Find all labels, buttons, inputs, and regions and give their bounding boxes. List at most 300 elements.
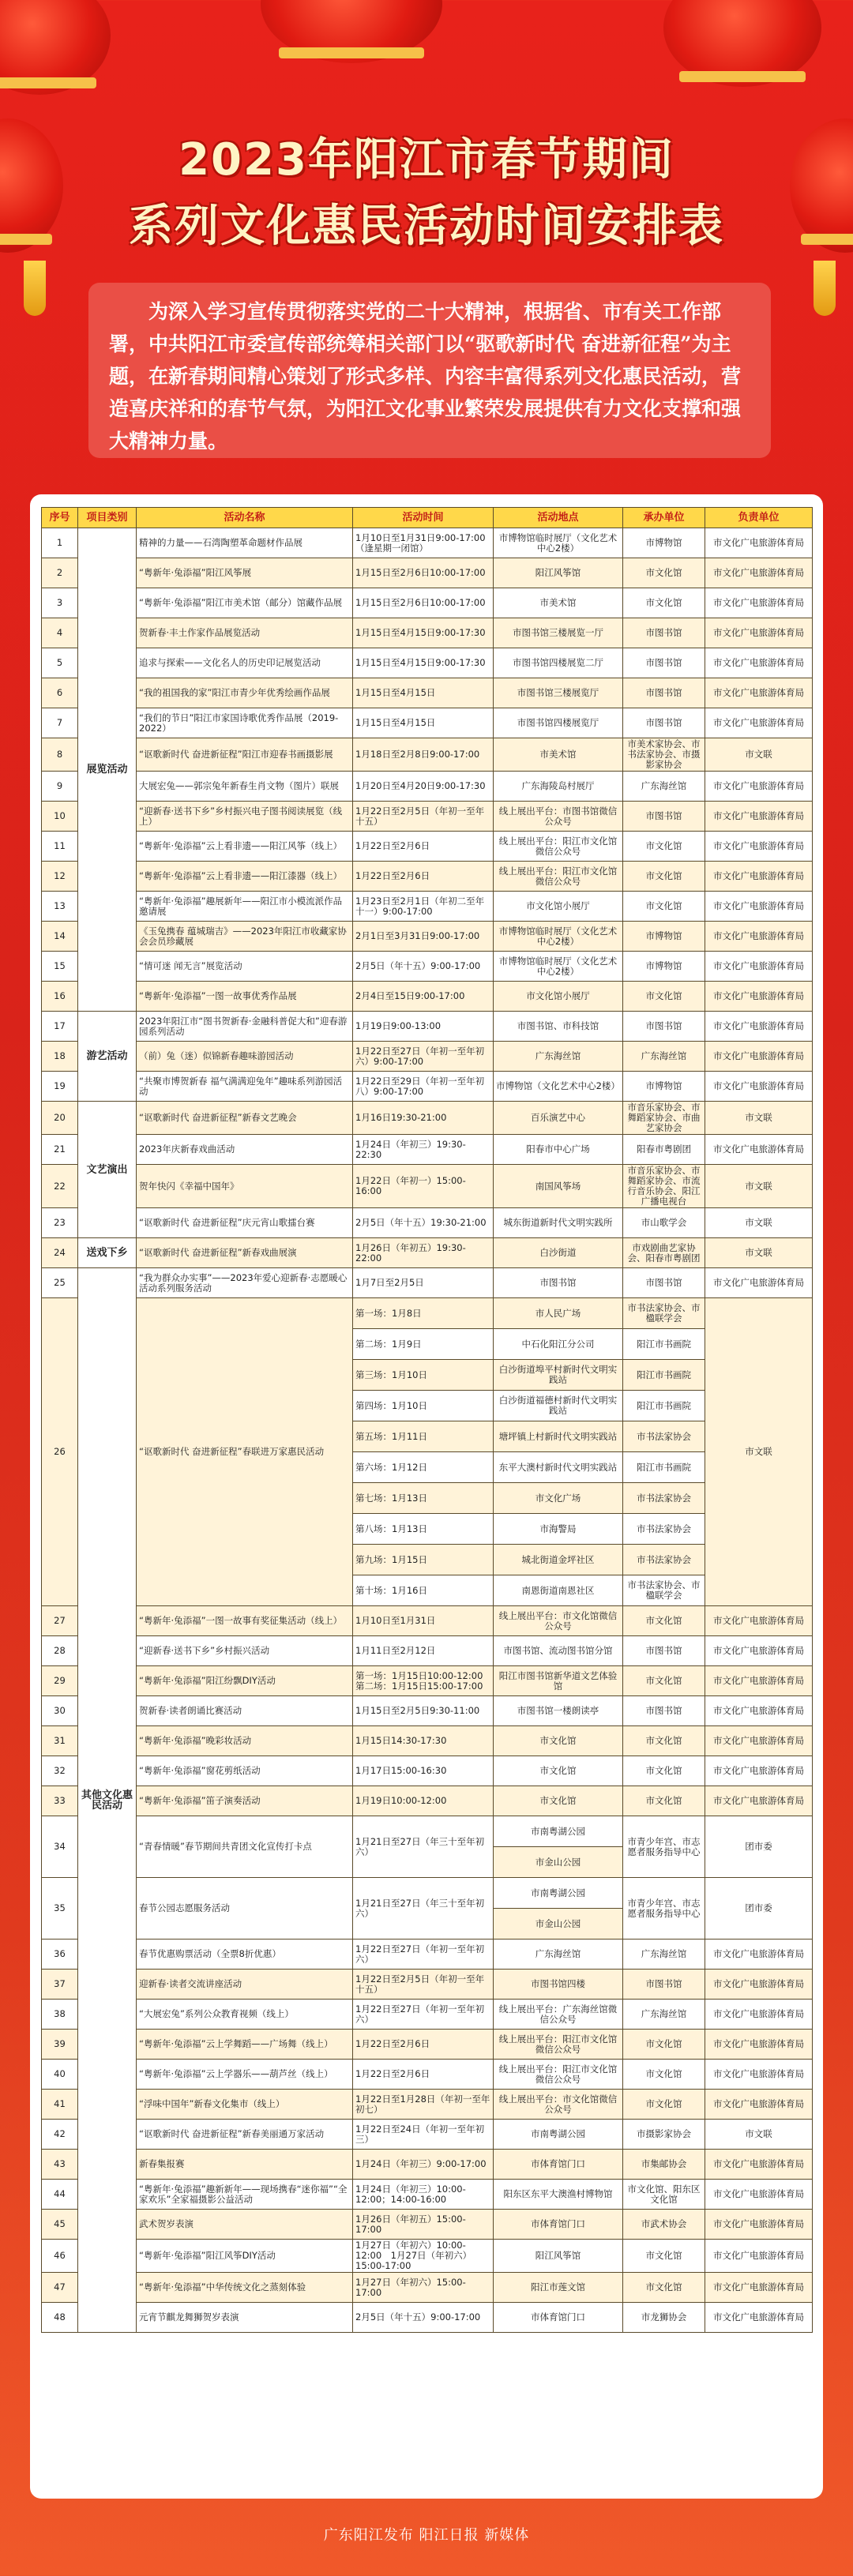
header-place: 活动地点 <box>494 508 623 528</box>
row-number: 21 <box>42 1135 78 1165</box>
row-responsible: 市文化广电旅游体育局 <box>705 892 813 922</box>
row-responsible: 市文化广电旅游体育局 <box>705 618 813 648</box>
row-organizer: 阳江市书画院 <box>623 1391 705 1421</box>
row-responsible: 市文化广电旅游体育局 <box>705 1726 813 1756</box>
table-row <box>42 1042 813 1072</box>
row-organizer: 市图书馆 <box>623 1970 705 2000</box>
row-responsible: 市文化广电旅游体育局 <box>705 2060 813 2090</box>
row-responsible: 市文化广电旅游体育局 <box>705 1042 813 1072</box>
row-activity-name: “粤新年·兔添福”阳江纷飘DIY活动 <box>137 1666 353 1696</box>
row-time: 1月19日10:00-12:00 <box>353 1786 494 1816</box>
row-responsible: 市文化广电旅游体育局 <box>705 952 813 982</box>
row-time: 1月22日至2月6日 <box>353 832 494 862</box>
lantern-top-left <box>0 0 111 95</box>
row-place: 市图书馆四楼展览二厅 <box>494 648 623 678</box>
row-place: 线上展出平台：阳江市文化馆微信公众号 <box>494 2060 623 2090</box>
table-row <box>42 1012 813 1042</box>
row-place: 市金山公园 <box>494 1909 623 1940</box>
header-time: 活动时间 <box>353 508 494 528</box>
row-place: 市图书馆一楼朗读亭 <box>494 1696 623 1726</box>
row-organizer: 市文化馆 <box>623 832 705 862</box>
table-row <box>42 1756 813 1786</box>
row-number: 18 <box>42 1042 78 1072</box>
row-place: 阳江市莲文馆 <box>494 2273 623 2303</box>
row-organizer: 市图书馆 <box>623 1696 705 1726</box>
row-responsible: 市文化广电旅游体育局 <box>705 648 813 678</box>
row-responsible: 市文联 <box>705 738 813 772</box>
table-row <box>42 1696 813 1726</box>
row-time: 第一场：1月8日 <box>353 1298 494 1329</box>
row-activity-name: “讴歌新时代 奋进新征程”新春美丽通万家活动 <box>137 2120 353 2150</box>
row-responsible: 市文化广电旅游体育局 <box>705 802 813 832</box>
row-organizer: 市武术协会 <box>623 2210 705 2240</box>
schedule-panel <box>30 494 823 2499</box>
schedule-table <box>41 507 813 2333</box>
row-activity-name: “讴歌新时代 奋进新征程”新春文艺晚会 <box>137 1102 353 1135</box>
table-row <box>42 1786 813 1816</box>
row-number: 48 <box>42 2303 78 2333</box>
row-activity-name: “粤新年·兔添福”趣展新年——阳江市小模流派作品邀请展 <box>137 892 353 922</box>
row-number: 29 <box>42 1666 78 1696</box>
row-number: 17 <box>42 1012 78 1042</box>
row-number: 35 <box>42 1878 78 1940</box>
row-organizer: 市图书馆 <box>623 648 705 678</box>
row-organizer: 市书法家协会、市楹联学会 <box>623 1298 705 1329</box>
row-activity-name: “我的祖国我的家”阳江市青少年优秀绘画作品展 <box>137 678 353 708</box>
row-number: 47 <box>42 2273 78 2303</box>
row-responsible: 市文化广电旅游体育局 <box>705 678 813 708</box>
row-organizer: 市图书馆 <box>623 618 705 648</box>
row-place: 城东街道新时代文明实践所 <box>494 1208 623 1238</box>
row-organizer: 阳江市书画院 <box>623 1452 705 1483</box>
row-number: 22 <box>42 1165 78 1208</box>
row-activity-name: 精神的力量——石湾陶塑革命题材作品展 <box>137 528 353 558</box>
row-time: 1月18日至2月8日9:00-17:00 <box>353 738 494 772</box>
row-place: 阳春市中心广场 <box>494 1135 623 1165</box>
row-responsible: 市文化广电旅游体育局 <box>705 1940 813 1970</box>
row-number: 6 <box>42 678 78 708</box>
row-responsible: 市文化广电旅游体育局 <box>705 1268 813 1298</box>
table-row <box>42 1072 813 1102</box>
row-time: 第九场：1月15日 <box>353 1545 494 1575</box>
table-row <box>42 2180 813 2210</box>
row-responsible: 市文化广电旅游体育局 <box>705 1696 813 1726</box>
row-number: 27 <box>42 1606 78 1636</box>
row-number: 24 <box>42 1238 78 1268</box>
table-row <box>42 2000 813 2030</box>
row-responsible: 团市委 <box>705 1816 813 1878</box>
table-body <box>42 528 813 2333</box>
row-place: 市人民广场 <box>494 1298 623 1329</box>
row-time: 1月21日至27日（年三十至年初六） <box>353 1878 494 1940</box>
row-organizer: 市图书馆 <box>623 678 705 708</box>
row-organizer: 市文化馆 <box>623 1756 705 1786</box>
row-time: 1月22日至29日（年初一至年初八）9:00-17:00 <box>353 1072 494 1102</box>
row-time: 1月15日至2月6日10:00-17:00 <box>353 558 494 588</box>
row-responsible: 市文化广电旅游体育局 <box>705 2090 813 2120</box>
table-header-row <box>42 508 813 528</box>
table-row <box>42 558 813 588</box>
row-time: 1月26日（年初五）15:00-17:00 <box>353 2210 494 2240</box>
table-row <box>42 952 813 982</box>
table-row <box>42 1816 813 1847</box>
table-row <box>42 982 813 1012</box>
row-category: 送戏下乡 <box>78 1238 137 1268</box>
row-time: 1月27日（年初六）10:00-12:00 1月27日（年初六）15:00-17:00 <box>353 2240 494 2273</box>
row-place: 市博物馆临时展厅（文化艺术中心2楼） <box>494 952 623 982</box>
table-row <box>42 892 813 922</box>
row-responsible: 市文联 <box>705 1102 813 1135</box>
row-organizer: 市图书馆 <box>623 1268 705 1298</box>
row-time: 1月22日至27日（年初一至年初六）9:00-17:00 <box>353 1042 494 1072</box>
row-number: 5 <box>42 648 78 678</box>
row-time: 1月15日至4月15日9:00-17:30 <box>353 618 494 648</box>
table-row <box>42 1298 813 1329</box>
row-number: 9 <box>42 772 78 802</box>
row-time: 1月15日至4月15日 <box>353 708 494 738</box>
row-organizer: 市文化馆 <box>623 2090 705 2120</box>
row-place: 线上展出平台：阳江市文化馆微信公众号 <box>494 862 623 892</box>
row-activity-name: “粤新年·兔添福”阳江风筝DIY活动 <box>137 2240 353 2273</box>
row-organizer: 市文化馆 <box>623 2030 705 2060</box>
row-time: 1月22日至2月6日 <box>353 2030 494 2060</box>
row-activity-name: “我们的节日”阳江市家国诗歌优秀作品展（2019-2022） <box>137 708 353 738</box>
row-responsible: 市文化广电旅游体育局 <box>705 1970 813 2000</box>
row-place: 阳江风筝馆 <box>494 558 623 588</box>
row-activity-name: “粤新年·兔添福”窗花剪纸活动 <box>137 1756 353 1786</box>
row-place: 广东海丝馆 <box>494 1940 623 1970</box>
table-row <box>42 2240 813 2273</box>
row-place: 市美术馆 <box>494 738 623 772</box>
row-organizer: 市文化馆 <box>623 2273 705 2303</box>
row-category: 游艺活动 <box>78 1012 137 1102</box>
row-organizer: 阳江市书画院 <box>623 1329 705 1360</box>
row-organizer: 市戏剧曲艺家协会、阳春市粤剧团 <box>623 1238 705 1268</box>
row-organizer: 市青少年宫、市志愿者服务指导中心 <box>623 1878 705 1940</box>
row-number: 37 <box>42 1970 78 2000</box>
row-organizer: 市文化馆 <box>623 1726 705 1756</box>
row-number: 26 <box>42 1298 78 1606</box>
row-place: 市南粤湖公园 <box>494 1878 623 1909</box>
table-row <box>42 1102 813 1135</box>
row-organizer: 市图书馆 <box>623 1636 705 1666</box>
tassel-right <box>814 261 836 316</box>
row-time: 1月10日至1月31日 <box>353 1606 494 1636</box>
table-row <box>42 802 813 832</box>
row-time: 第七场：1月13日 <box>353 1483 494 1514</box>
row-category: 其他文化惠民活动 <box>78 1268 137 2333</box>
row-time: 1月22日至24日（年初一至年初三） <box>353 2120 494 2150</box>
row-number: 13 <box>42 892 78 922</box>
row-place: 市文化馆小展厅 <box>494 982 623 1012</box>
row-number: 15 <box>42 952 78 982</box>
row-number: 25 <box>42 1268 78 1298</box>
row-activity-name: “讴歌新时代 奋进新征程”庆元宵山歌擂台赛 <box>137 1208 353 1238</box>
row-time: 1月7日至2月5日 <box>353 1268 494 1298</box>
row-time: 1月23日至2月1日（年初二至年十一）9:00-17:00 <box>353 892 494 922</box>
table-row <box>42 1268 813 1298</box>
row-organizer: 市集邮协会 <box>623 2150 705 2180</box>
row-number: 44 <box>42 2180 78 2210</box>
row-number: 11 <box>42 832 78 862</box>
table-row <box>42 1940 813 1970</box>
row-place: 市南粤湖公园 <box>494 1816 623 1847</box>
row-place: 线上展出平台：阳江市文化馆微信公众号 <box>494 2030 623 2060</box>
row-organizer: 市山歌学会 <box>623 1208 705 1238</box>
row-responsible: 市文化广电旅游体育局 <box>705 1606 813 1636</box>
row-organizer: 市书法家协会、市楹联学会 <box>623 1575 705 1606</box>
row-time: 1月10日至1月31日9:00-17:00（逢星期一闭馆） <box>353 528 494 558</box>
row-time: 1月22日至2月6日 <box>353 862 494 892</box>
row-place: 市图书馆四楼 <box>494 1970 623 2000</box>
row-activity-name: “粤新年·兔添福”云上看非遗——阳江风筝（线上） <box>137 832 353 862</box>
table-row <box>42 2120 813 2150</box>
row-number: 3 <box>42 588 78 618</box>
header-category: 项目类别 <box>78 508 137 528</box>
row-time: 2月5日（年十五）9:00-17:00 <box>353 2303 494 2333</box>
row-place: 市图书馆、市科技馆 <box>494 1012 623 1042</box>
table-row <box>42 678 813 708</box>
table-row <box>42 1208 813 1238</box>
row-organizer: 市书法家协会 <box>623 1421 705 1452</box>
row-time: 第六场：1月12日 <box>353 1452 494 1483</box>
page-title-line2: 系列文化惠民活动时间安排表 <box>129 201 724 252</box>
row-responsible: 市文化广电旅游体育局 <box>705 2210 813 2240</box>
row-responsible: 市文化广电旅游体育局 <box>705 1072 813 1102</box>
row-organizer: 市音乐家协会、市舞蹈家协会、市曲艺家协会 <box>623 1102 705 1135</box>
row-responsible: 市文化广电旅游体育局 <box>705 1786 813 1816</box>
row-activity-name: “粤新年·兔添福”一图一故事优秀作品展 <box>137 982 353 1012</box>
row-time: 1月15日至4月15日 <box>353 678 494 708</box>
row-place: 市美术馆 <box>494 588 623 618</box>
row-organizer: 市博物馆 <box>623 1072 705 1102</box>
row-time: 第四场：1月10日 <box>353 1391 494 1421</box>
row-activity-name: 春节公园志愿服务活动 <box>137 1878 353 1940</box>
row-activity-name: 贺新春·丰土作家作品展览活动 <box>137 618 353 648</box>
row-responsible: 市文联 <box>705 1298 813 1606</box>
table-row <box>42 922 813 952</box>
row-place: 塘坪镇上村新时代文明实践站 <box>494 1421 623 1452</box>
row-organizer: 市文化馆 <box>623 1666 705 1696</box>
row-place: 东平大澳村新时代文明实践站 <box>494 1452 623 1483</box>
table-row <box>42 1135 813 1165</box>
table-row <box>42 2150 813 2180</box>
table-row <box>42 1636 813 1666</box>
table-row <box>42 618 813 648</box>
row-number: 32 <box>42 1756 78 1786</box>
row-time: 1月27日（年初六）15:00-17:00 <box>353 2273 494 2303</box>
row-time: 1月20日至4月20日9:00-17:30 <box>353 772 494 802</box>
row-responsible: 市文化广电旅游体育局 <box>705 2150 813 2180</box>
row-organizer: 市文化馆、阳东区文化馆 <box>623 2180 705 2210</box>
row-organizer: 市文化馆 <box>623 558 705 588</box>
row-number: 31 <box>42 1726 78 1756</box>
row-organizer: 阳江市书画院 <box>623 1360 705 1391</box>
row-organizer: 市龙狮协会 <box>623 2303 705 2333</box>
row-organizer: 市文化馆 <box>623 588 705 618</box>
row-organizer: 市文化馆 <box>623 2060 705 2090</box>
row-organizer: 市文化馆 <box>623 2240 705 2273</box>
row-place: 市图书馆四楼展览厅 <box>494 708 623 738</box>
row-activity-name: “讴歌新时代 奋进新征程”春联进万家惠民活动 <box>137 1298 353 1606</box>
row-place: 市图书馆、流动图书馆分馆 <box>494 1636 623 1666</box>
row-activity-name: “粤新年·兔添福”云上学器乐——葫芦丝（线上） <box>137 2060 353 2090</box>
row-place: 市文化馆小展厅 <box>494 892 623 922</box>
row-activity-name: 《玉兔携春 蕴城瑞吉》——2023年阳江市收藏家协会会员珍藏展 <box>137 922 353 952</box>
table-row <box>42 2090 813 2120</box>
row-number: 19 <box>42 1072 78 1102</box>
row-number: 10 <box>42 802 78 832</box>
row-place: 市文化馆 <box>494 1726 623 1756</box>
row-time: 2月4日至15日9:00-17:00 <box>353 982 494 1012</box>
table-row <box>42 1165 813 1208</box>
row-number: 39 <box>42 2030 78 2060</box>
row-place: 市体育馆门口 <box>494 2303 623 2333</box>
row-activity-name: “迎新春·送书下乡”乡村振兴活动 <box>137 1636 353 1666</box>
header-organizer: 承办单位 <box>623 508 705 528</box>
table-row <box>42 2030 813 2060</box>
row-place: 线上展出平台：市文化馆微信公众号 <box>494 2090 623 2120</box>
table-row <box>42 708 813 738</box>
row-activity-name: “我为群众办实事”——2023年爱心迎新春·志愿暖心活动系列服务活动 <box>137 1268 353 1298</box>
row-responsible: 市文化广电旅游体育局 <box>705 832 813 862</box>
row-organizer: 市图书馆 <box>623 802 705 832</box>
row-responsible: 市文化广电旅游体育局 <box>705 588 813 618</box>
row-organizer: 广东海丝馆 <box>623 2000 705 2030</box>
row-activity-name: 元宵节麒龙舞狮贺岁表演 <box>137 2303 353 2333</box>
lantern-top-right <box>663 0 821 87</box>
row-responsible: 市文化广电旅游体育局 <box>705 1636 813 1666</box>
row-place: 市南粤湖公园 <box>494 2120 623 2150</box>
row-organizer: 市博物馆 <box>623 528 705 558</box>
row-responsible: 市文化广电旅游体育局 <box>705 1756 813 1786</box>
row-number: 7 <box>42 708 78 738</box>
row-number: 43 <box>42 2150 78 2180</box>
header-name: 活动名称 <box>137 508 353 528</box>
row-organizer: 市博物馆 <box>623 952 705 982</box>
row-place: 阳江风筝馆 <box>494 2240 623 2273</box>
row-organizer: 广东海丝馆 <box>623 772 705 802</box>
row-activity-name: “粤新年·兔添福”晚彩妆活动 <box>137 1726 353 1756</box>
row-number: 41 <box>42 2090 78 2120</box>
row-time: 第五场：1月11日 <box>353 1421 494 1452</box>
row-time: 第三场：1月10日 <box>353 1360 494 1391</box>
row-activity-name: 贺年快闪《幸福中国年》 <box>137 1165 353 1208</box>
tassel-left <box>24 261 46 316</box>
row-place: 广东海陵岛村展厅 <box>494 772 623 802</box>
row-place: 线上展出平台：广东海丝馆微信公众号 <box>494 2000 623 2030</box>
row-time: 1月19日9:00-13:00 <box>353 1012 494 1042</box>
row-number: 42 <box>42 2120 78 2150</box>
table-row <box>42 772 813 802</box>
row-number: 16 <box>42 982 78 1012</box>
row-activity-name: 春节优惠购票活动（全票8折优惠） <box>137 1940 353 1970</box>
row-time: 1月26日（年初五）19:30-22:00 <box>353 1238 494 1268</box>
row-number: 34 <box>42 1816 78 1878</box>
row-activity-name: “粤新年·兔添福”阳江市美术馆（邮分）馆藏作品展 <box>137 588 353 618</box>
row-place: 线上展出平台：阳江市文化馆微信公众号 <box>494 832 623 862</box>
row-number: 28 <box>42 1636 78 1666</box>
lantern-top-center <box>261 0 442 63</box>
row-activity-name: “粤新年·兔添福”云上学舞蹈——广场舞（线上） <box>137 2030 353 2060</box>
row-organizer: 市文化馆 <box>623 1786 705 1816</box>
row-responsible: 团市委 <box>705 1878 813 1940</box>
row-place: 中石化阳江分公司 <box>494 1329 623 1360</box>
row-number: 1 <box>42 528 78 558</box>
table-row <box>42 1726 813 1756</box>
row-activity-name: “浮味中国年”新春文化集市（线上） <box>137 2090 353 2120</box>
row-organizer: 市摄影家协会 <box>623 2120 705 2150</box>
table-row <box>42 1238 813 1268</box>
table-row <box>42 528 813 558</box>
row-organizer: 市图书馆 <box>623 708 705 738</box>
row-organizer: 市文化馆 <box>623 892 705 922</box>
row-activity-name: 追求与探索——文化名人的历史印记展览活动 <box>137 648 353 678</box>
table-row <box>42 1878 813 1909</box>
row-activity-name: “粤新年·兔添福”云上看非遗——阳江漆器（线上） <box>137 862 353 892</box>
row-place: 市博物馆临时展厅（文化艺术中心2楼） <box>494 528 623 558</box>
row-activity-name: “粤新年·兔添福”趣新新年——现场携春“迷你福”“全家欢乐”全家福摄影公益活动 <box>137 2180 353 2210</box>
row-activity-name: “粤新年·兔添福”笛子演奏活动 <box>137 1786 353 1816</box>
row-responsible: 市文化广电旅游体育局 <box>705 2000 813 2030</box>
row-activity-name: “粤新年·兔添福”阳江风筝展 <box>137 558 353 588</box>
row-time: 1月24日（年初三）9:00-17:00 <box>353 2150 494 2180</box>
row-activity-name: “情可迷 闻无言”展览活动 <box>137 952 353 982</box>
row-responsible: 市文化广电旅游体育局 <box>705 2240 813 2273</box>
row-time: 1月22日至27日（年初一至年初六） <box>353 2000 494 2030</box>
row-time: 1月22日至2月6日 <box>353 2060 494 2090</box>
row-time: 1月24日（年初三）19:30-22:30 <box>353 1135 494 1165</box>
table-row <box>42 2060 813 2090</box>
row-organizer: 市图书馆 <box>623 1012 705 1042</box>
row-activity-name: 大展宏兔——郭宗兔年新春生肖文物（图片）联展 <box>137 772 353 802</box>
row-category: 展览活动 <box>78 528 137 1012</box>
row-organizer: 市博物馆 <box>623 922 705 952</box>
row-time: 1月21日至27日（年三十至年初六） <box>353 1816 494 1878</box>
row-responsible: 市文化广电旅游体育局 <box>705 772 813 802</box>
footer-credit: 广东阳江发布 阳江日报 新媒体 <box>323 2527 530 2544</box>
row-time: 2月5日（年十五）9:00-17:00 <box>353 952 494 982</box>
row-time: 1月22日至2月5日（年初一至年十五） <box>353 1970 494 2000</box>
row-place: 线上展出平台：市图书馆微信公众号 <box>494 802 623 832</box>
row-number: 40 <box>42 2060 78 2090</box>
row-place: 广东海丝馆 <box>494 1042 623 1072</box>
row-responsible: 市文化广电旅游体育局 <box>705 1666 813 1696</box>
table-row <box>42 1606 813 1636</box>
row-number: 23 <box>42 1208 78 1238</box>
row-responsible: 市文化广电旅游体育局 <box>705 922 813 952</box>
row-activity-name: （前）兔（迷）似锦新春趣味游园活动 <box>137 1042 353 1072</box>
row-place: 市图书馆 <box>494 1268 623 1298</box>
table-row <box>42 1666 813 1696</box>
row-organizer: 市文化馆 <box>623 1606 705 1636</box>
row-category: 文艺演出 <box>78 1102 137 1238</box>
table-row <box>42 2210 813 2240</box>
row-responsible: 市文化广电旅游体育局 <box>705 528 813 558</box>
row-time: 2月5日（年十五）19:30-21:00 <box>353 1208 494 1238</box>
row-number: 12 <box>42 862 78 892</box>
row-place: 阳东区东平大澳渔村博物馆 <box>494 2180 623 2210</box>
row-place: 市海警局 <box>494 1514 623 1545</box>
row-number: 8 <box>42 738 78 772</box>
row-number: 4 <box>42 618 78 648</box>
row-activity-name: “迎新春·送书下乡”乡村振兴电子图书阅读展览（线上） <box>137 802 353 832</box>
row-time: 第十场：1月16日 <box>353 1575 494 1606</box>
row-number: 45 <box>42 2210 78 2240</box>
row-organizer: 市书法家协会 <box>623 1514 705 1545</box>
row-activity-name: 2023年阳江市“图书贺新春·金融科普促大和”迎春游园系列活动 <box>137 1012 353 1042</box>
row-number: 36 <box>42 1940 78 1970</box>
